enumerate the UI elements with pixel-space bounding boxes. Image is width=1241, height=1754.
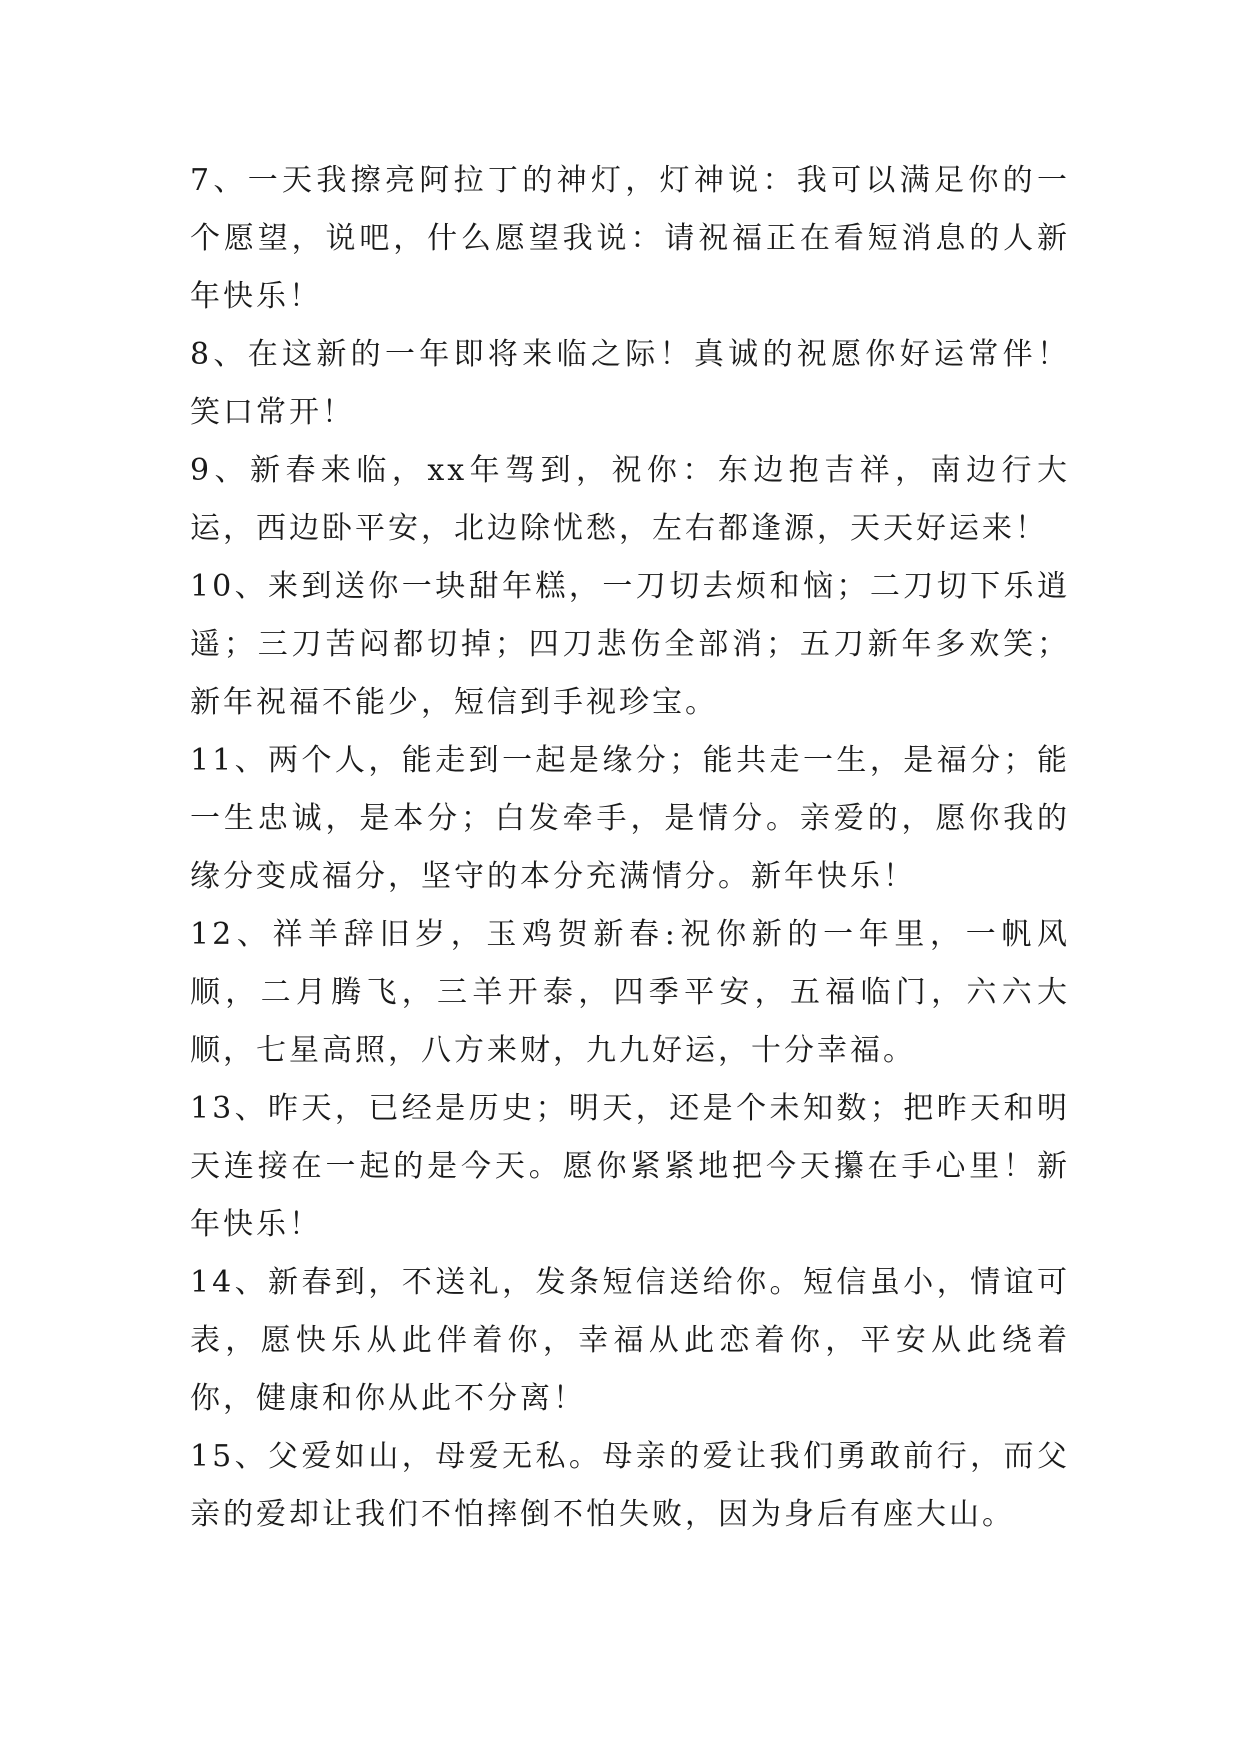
paragraph-10: 10、来到送你一块甜年糕，一刀切去烦和恼；二刀切下乐逍遥；三刀苦闷都切掉；四刀悲伤全部消；五刀新年多欢笑；新年祝福不能少，短信到手视珍宝。	[190, 569, 1070, 720]
paragraph-9: 9、新春来临，xx年驾到，祝你：东边抱吉祥，南边行大运，西边卧平安，北边除忧愁，左右都逢源，天天好运来！	[190, 453, 1070, 546]
paragraph-13: 13、昨天，已经是历史；明天，还是个未知数；把昨天和明天连接在一起的是今天。愿你紧紧地把今天攥在手心里！新年快乐！	[190, 1091, 1070, 1242]
paragraph-7: 7、一天我擦亮阿拉丁的神灯，灯神说：我可以满足你的一个愿望，说吧，什么愿望我说：请祝福正在看短消息的人新年快乐！	[190, 163, 1070, 314]
paragraph-8: 8、在这新的一年即将来临之际！真诚的祝愿你好运常伴！笑口常开！	[190, 337, 1070, 430]
paragraph-14: 14、新春到，不送礼，发条短信送给你。短信虽小，情谊可表，愿快乐从此伴着你，幸福从此恋着你，平安从此绕着你，健康和你从此不分离！	[190, 1265, 1070, 1416]
paragraph-11: 11、两个人，能走到一起是缘分；能共走一生，是福分；能一生忠诚，是本分；白发牵手，是情分。亲爱的，愿你我的缘分变成福分，坚守的本分充满情分。新年快乐！	[190, 743, 1070, 894]
document-body	[190, 152, 1070, 1544]
paragraph-15: 15、父爱如山，母爱无私。母亲的爱让我们勇敢前行，而父亲的爱却让我们不怕摔倒不怕失败，因为身后有座大山。	[190, 1439, 1070, 1532]
paragraph-12: 12、祥羊辞旧岁，玉鸡贺新春:祝你新的一年里，一帆风顺，二月腾飞，三羊开泰，四季平安，五福临门，六六大顺，七星高照，八方来财，九九好运，十分幸福。	[190, 917, 1070, 1068]
